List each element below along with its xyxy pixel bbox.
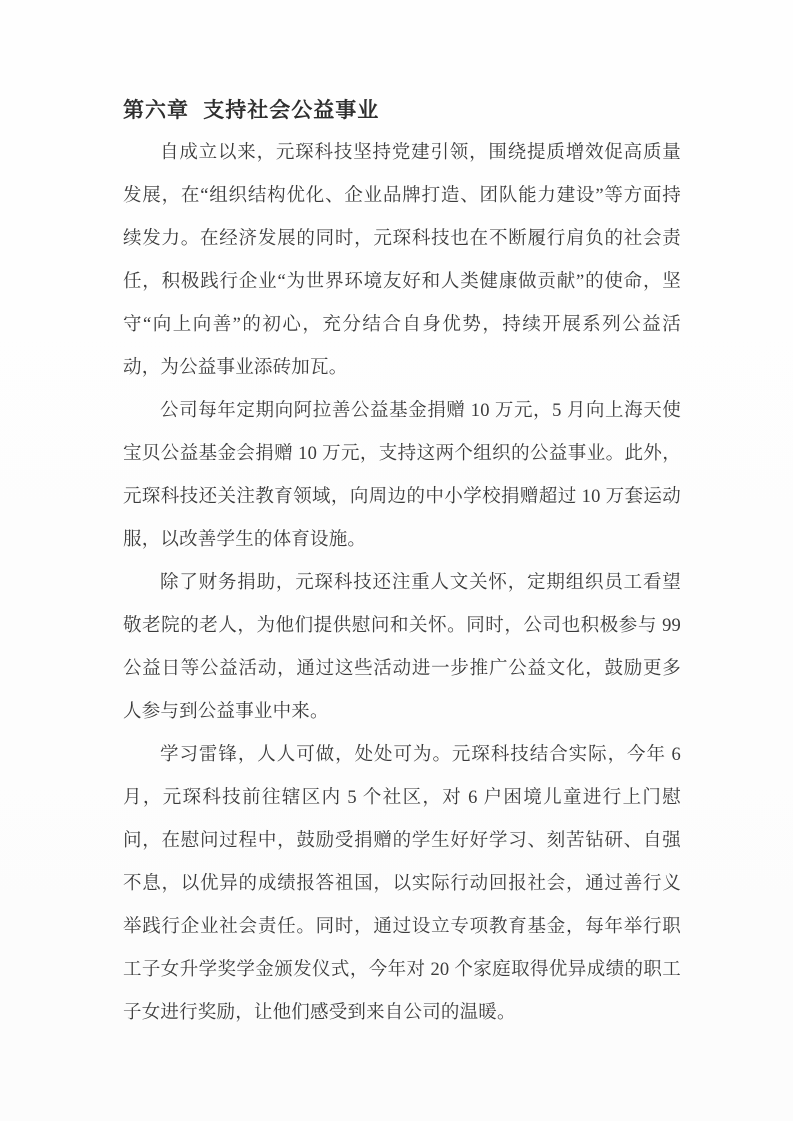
chapter-title: 第六章 支持社会公益事业 bbox=[123, 98, 380, 122]
document-text-block bbox=[123, 89, 681, 1035]
paragraph-3: 除了财务捐助，元琛科技还注重人文关怀，定期组织员工看望敬老院的老人，为他们提供慰问和关怀。同时，公司也积极参与 99 公益日等公益活动，通过这些活动进一步推广公益文化，鼓励更多人参与到公益事业中来。 bbox=[123, 573, 681, 722]
paragraph-1: 自成立以来，元琛科技坚持党建引领，围绕提质增效促高质量发展，在“组织结构优化、企业品牌打造、团队能力建设”等方面持续发力。在经济发展的同时，元琛科技也在不断履行肩负的社会责任，积极践行企业“为世界环境友好和人类健康做贡献”的使命，坚守“向上向善”的初心，充分结合自身优势，持续开展系列公益活动，为公益事业添砖加瓦。 bbox=[123, 143, 681, 378]
paragraph-2: 公司每年定期向阿拉善公益基金捐赠 10 万元，5 月向上海天使宝贝公益基金会捐赠 10 万元，支持这两个组织的公益事业。此外，元琛科技还关注教育领域，向周边的中小学校捐赠超过 10 万套运动服，以改善学生的体育设施。 bbox=[123, 401, 681, 550]
paragraph-4: 学习雷锋，人人可做，处处可为。元琛科技结合实际，今年 6 月，元琛科技前往辖区内 5 个社区，对 6 户困境儿童进行上门慰问，在慰问过程中，鼓励受捐赠的学生好好学习、刻苦钻研、自强不息，以优异的成绩报答祖国，以实际行动回报社会，通过善行义举践行企业社会责任。同时，通过设立专项教育基金，每年举行职工子女升学奖学金颁发仪式，今年对 20 个家庭取得优异成绩的职工子女进行奖励，让他们感受到来自公司的温暖。 bbox=[123, 745, 681, 1023]
